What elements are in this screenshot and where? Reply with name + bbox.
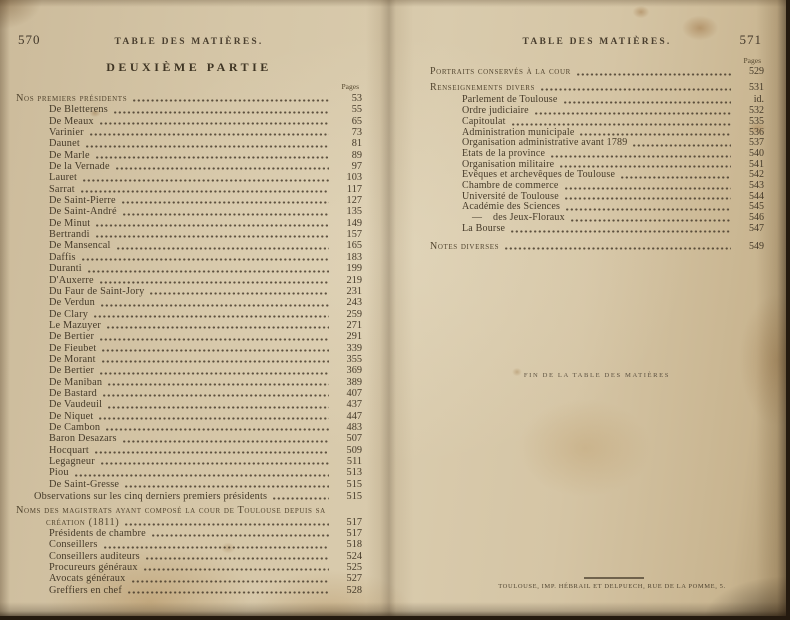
dot-leader <box>116 167 329 170</box>
entry-page-number: 199 <box>346 263 362 275</box>
entry-page-number: 165 <box>346 240 362 252</box>
toc-entry <box>16 309 362 320</box>
entry-label: Baron Desazars <box>49 433 117 445</box>
entry-page-number: 541 <box>749 158 764 170</box>
dot-leader <box>565 197 731 200</box>
entry-label: Présidents de chambre <box>49 528 146 540</box>
entry-page-number: 509 <box>346 444 362 456</box>
dot-leader <box>512 123 731 126</box>
toc-entry <box>430 83 764 94</box>
dot-leader <box>128 591 329 594</box>
dot-leader <box>146 557 329 560</box>
entry-page-number: 540 <box>749 147 764 159</box>
dot-leader <box>122 201 329 204</box>
dot-leader <box>108 383 329 386</box>
entry-label: Greffiers en chef <box>49 584 122 596</box>
entry-label: Chambre de commerce <box>462 180 559 192</box>
entry-label: De Bertier <box>49 365 95 377</box>
entry-label: Organisation administrative avant 1789 <box>462 137 628 149</box>
toc-entry <box>16 138 362 149</box>
toc-entry <box>16 562 362 573</box>
entry-label: Bertrandi <box>49 229 90 241</box>
printer-imprint: TOULOUSE, IMP. HÉBRAIL ET DELPUECH, RUE DE LA POMME, 5. <box>498 583 726 590</box>
entry-page-number: 339 <box>346 342 362 354</box>
entry-page-number: 532 <box>749 105 764 117</box>
dot-leader <box>114 111 329 114</box>
dot-leader <box>133 99 329 102</box>
entry-page-number: 517 <box>346 516 362 528</box>
dot-leader <box>86 145 329 148</box>
dot-leader <box>102 349 329 352</box>
entry-page-number: 511 <box>346 456 362 467</box>
entry-label: De Verdun <box>49 297 95 309</box>
entry-label: De Vaudeuil <box>49 399 103 411</box>
dot-leader <box>565 187 731 190</box>
toc-entry <box>16 93 362 104</box>
entry-label: Evêques et archevêques de Toulouse <box>462 169 616 181</box>
toc-entry <box>16 263 362 274</box>
entry-label: Organisation militaire <box>462 158 555 170</box>
entry-page-number: 55 <box>351 104 362 116</box>
dot-leader <box>101 304 329 307</box>
left-pages-column-label: Pages <box>341 82 359 91</box>
entry-label: La Bourse <box>462 222 506 234</box>
entry-label: De Mansencal <box>49 240 111 252</box>
toc-entry <box>16 365 362 376</box>
dot-leader <box>104 546 329 549</box>
entry-page-number: 529 <box>749 66 764 77</box>
entry-label: Hocquart <box>49 444 89 456</box>
toc-entry <box>16 161 362 172</box>
entry-page-number: 103 <box>346 172 362 184</box>
dot-leader <box>81 190 329 193</box>
dot-leader <box>103 394 329 397</box>
entry-label: Conseillers auditeurs <box>49 550 140 562</box>
dot-leader <box>99 417 329 420</box>
dot-leader <box>621 176 731 179</box>
toc-entry <box>16 286 362 297</box>
entry-page-number: 157 <box>346 229 362 241</box>
dot-leader <box>541 88 731 91</box>
toc-entry <box>16 479 362 490</box>
right-toc-list <box>430 67 764 252</box>
toc-entry <box>430 224 764 235</box>
dot-leader <box>94 315 329 318</box>
entry-label: Sarrat <box>49 183 75 195</box>
dot-leader <box>83 179 329 182</box>
entry-page-number: 531 <box>749 81 764 93</box>
entry-page-number: 517 <box>346 528 362 540</box>
entry-label: Université de Toulouse <box>462 190 559 202</box>
entry-page-number: 407 <box>346 387 362 399</box>
dot-leader <box>566 208 731 211</box>
dot-leader <box>580 133 731 136</box>
entry-label: De Niquet <box>49 410 94 422</box>
left-running-title: TABLE DES MATIÈRES. <box>114 37 264 47</box>
toc-entry <box>16 104 362 115</box>
right-running-title: TABLE DES MATIÈRES. <box>522 37 672 47</box>
entry-page-number: 389 <box>346 376 362 388</box>
toc-entry <box>430 67 764 78</box>
dot-leader <box>511 230 731 233</box>
dot-leader <box>125 485 329 488</box>
entry-label: Piou <box>49 467 69 479</box>
entry-page-number: 117 <box>346 183 362 195</box>
entry-label: Du Faur de Saint-Jory <box>49 285 145 297</box>
entry-page-number: 527 <box>346 573 362 585</box>
page-570 <box>16 30 362 596</box>
toc-entry <box>16 377 362 388</box>
entry-label: Duranti <box>49 263 82 275</box>
toc-entry <box>16 229 362 240</box>
entry-page-number: 149 <box>346 217 362 229</box>
dot-leader <box>96 156 329 159</box>
entry-page-number: 525 <box>346 562 362 574</box>
entry-page-number: 369 <box>346 365 362 377</box>
dot-leader <box>117 247 329 250</box>
end-of-table-note: FIN DE LA TABLE DES MATIÈRES <box>523 372 671 379</box>
dot-leader <box>571 219 731 222</box>
entry-label: Notes diverses <box>430 240 500 252</box>
entry-label: Capitoulat <box>462 115 506 127</box>
entry-page-number: 545 <box>749 201 764 213</box>
entry-label: De Cambon <box>49 421 101 433</box>
entry-label: Parlement de Toulouse <box>462 94 558 106</box>
entry-page-number: 89 <box>351 149 362 161</box>
entry-page-number: 231 <box>346 285 362 297</box>
dot-leader <box>106 428 329 431</box>
entry-label: Conseillers <box>49 539 98 551</box>
entry-page-number: 183 <box>346 251 362 263</box>
entry-label: De Bletterens <box>49 104 108 116</box>
toc-entry <box>16 297 362 308</box>
part-title: DEUXIÈME PARTIE <box>106 60 272 74</box>
dot-leader <box>100 338 329 341</box>
entry-page-number: 518 <box>346 539 362 551</box>
entry-label: De Morant <box>49 353 96 365</box>
entry-page-number: 535 <box>749 115 764 127</box>
dot-leader <box>633 144 731 147</box>
entry-page-number: 73 <box>351 127 362 139</box>
entry-label: De Bastard <box>49 387 98 399</box>
dot-leader <box>125 523 329 526</box>
entry-label: Observations sur les cinq derniers premiers présidents <box>34 491 268 503</box>
entry-page-number: id. <box>753 94 764 106</box>
toc-entry <box>16 505 362 516</box>
toc-entry <box>16 539 362 550</box>
toc-entry <box>16 127 362 138</box>
entry-page-number: 536 <box>749 126 764 138</box>
toc-entry <box>16 240 362 251</box>
entry-page-number: 542 <box>749 169 764 181</box>
toc-entry <box>430 242 764 253</box>
entry-page-number: 524 <box>346 550 362 562</box>
toc-entry <box>16 585 362 596</box>
entry-page-number: 127 <box>346 195 362 207</box>
entry-label: Académie des Sciences <box>462 201 561 213</box>
entry-label: Etats de la province <box>462 147 546 159</box>
toc-entry <box>16 252 362 263</box>
dot-leader <box>102 360 329 363</box>
dot-leader <box>90 133 329 136</box>
toc-entry <box>430 117 764 128</box>
toc-entry <box>16 343 362 354</box>
dot-leader <box>107 326 329 329</box>
entry-page-number: 513 <box>346 467 362 479</box>
toc-entry <box>16 467 362 478</box>
dot-leader <box>273 497 329 500</box>
toc-entry <box>16 517 362 528</box>
entry-page-number: 507 <box>346 433 362 445</box>
right-pages-column-label: Pages <box>743 56 761 65</box>
entry-page-number: 271 <box>346 319 362 331</box>
toc-entry <box>16 399 362 410</box>
entry-label: Varinier <box>49 127 84 139</box>
dot-leader <box>577 73 731 76</box>
page-571 <box>430 30 764 252</box>
toc-entry <box>16 422 362 433</box>
entry-page-number: 544 <box>749 190 764 202</box>
entry-label: De Saint-Gresse <box>49 478 120 490</box>
entry-label: Nos premiers présidents <box>16 93 128 104</box>
entry-page-number: 97 <box>351 161 362 173</box>
dot-leader <box>96 235 329 238</box>
entry-label: — des Jeux-Floraux <box>472 212 565 224</box>
dot-leader <box>88 270 329 273</box>
entry-label: Daunet <box>49 138 80 150</box>
toc-entry <box>16 551 362 562</box>
toc-entry <box>16 433 362 444</box>
entry-page-number: 291 <box>346 331 362 343</box>
entry-label: De Minut <box>49 217 91 229</box>
entry-page-number: 259 <box>346 308 362 320</box>
toc-entry <box>16 331 362 342</box>
left-toc-list <box>16 93 362 596</box>
dot-leader <box>123 440 329 443</box>
entry-page-number: 546 <box>749 212 764 224</box>
entry-label: Renseignements divers <box>430 81 535 93</box>
dot-leader <box>505 247 731 250</box>
toc-entry <box>16 172 362 183</box>
entry-page-number: 243 <box>346 297 362 309</box>
dot-leader <box>75 474 329 477</box>
dot-leader <box>100 372 329 375</box>
entry-label: Ordre judiciaire <box>462 105 529 117</box>
entry-label: De Saint-Pierre <box>49 195 116 207</box>
entry-label: De Marle <box>49 149 90 161</box>
entry-page-number: 219 <box>346 274 362 286</box>
entry-label: De Fieubet <box>49 342 97 354</box>
entry-page-number: 447 <box>346 410 362 422</box>
entry-page-number: 483 <box>346 421 362 433</box>
toc-entry <box>16 573 362 584</box>
entry-label: Procureurs généraux <box>49 562 138 574</box>
toc-entry <box>16 275 362 286</box>
entry-page-number: 528 <box>346 584 362 596</box>
dot-leader <box>560 165 731 168</box>
dot-leader <box>123 213 329 216</box>
entry-label: De Maniban <box>49 376 103 388</box>
toc-entry <box>16 195 362 206</box>
dot-leader <box>101 462 329 465</box>
toc-entry <box>16 116 362 127</box>
entry-page-number: 549 <box>749 240 764 252</box>
dot-leader <box>132 580 330 583</box>
dot-leader <box>96 224 329 227</box>
entry-label: D'Auxerre <box>49 274 94 286</box>
toc-entry <box>16 411 362 422</box>
imprint-rule <box>584 577 644 579</box>
dot-leader <box>95 451 329 454</box>
toc-entry <box>16 184 362 195</box>
toc-entry <box>16 456 362 467</box>
entry-page-number: 355 <box>346 353 362 365</box>
entry-label: Portraits conservés à la cour <box>430 66 571 77</box>
left-folio: 570 <box>18 32 41 47</box>
toc-entry <box>16 491 362 502</box>
entry-page-number: 543 <box>749 180 764 192</box>
dot-leader <box>100 122 329 125</box>
entry-label: Noms des magistrats ayant composé la cour de Toulouse depuis sa <box>16 505 326 517</box>
entry-page-number: 437 <box>346 399 362 411</box>
entry-label: Avocats généraux <box>49 573 126 585</box>
dot-leader <box>144 568 329 571</box>
dot-leader <box>108 406 329 409</box>
entry-page-number: 515 <box>346 478 362 490</box>
entry-page-number: 537 <box>749 137 764 149</box>
toc-entry <box>16 218 362 229</box>
entry-label: De Bertier <box>49 331 95 343</box>
entry-label: Legagneur <box>49 456 95 467</box>
dot-leader <box>551 155 731 158</box>
dot-leader <box>535 112 731 115</box>
entry-page-number: 65 <box>351 115 362 127</box>
entry-label: De Meaux <box>49 115 94 127</box>
toc-entry <box>16 206 362 217</box>
entry-page-number: 515 <box>346 491 362 503</box>
toc-entry <box>16 528 362 539</box>
entry-page-number: 547 <box>749 222 764 234</box>
right-folio: 571 <box>739 32 762 47</box>
dot-leader <box>150 292 329 295</box>
entry-label: De Clary <box>49 308 89 320</box>
entry-page-number: 81 <box>351 138 362 150</box>
toc-entry <box>16 320 362 331</box>
entry-label: De Saint-André <box>49 206 117 218</box>
dot-leader <box>564 101 731 104</box>
entry-page-number: 135 <box>346 206 362 218</box>
toc-entry <box>16 445 362 456</box>
dot-leader <box>152 534 329 537</box>
entry-label: création (1811) <box>46 516 120 528</box>
dot-leader <box>82 258 329 261</box>
dot-leader <box>100 281 329 284</box>
entry-label: Daffis <box>49 251 76 263</box>
entry-label: Administration municipale <box>462 126 575 138</box>
toc-entry <box>16 388 362 399</box>
toc-entry <box>16 150 362 161</box>
entry-label: De la Vernade <box>49 161 110 173</box>
entry-page-number: 53 <box>351 93 362 104</box>
entry-label: Lauret <box>49 172 78 184</box>
entry-label: Le Mazuyer <box>49 319 102 331</box>
toc-entry <box>16 354 362 365</box>
